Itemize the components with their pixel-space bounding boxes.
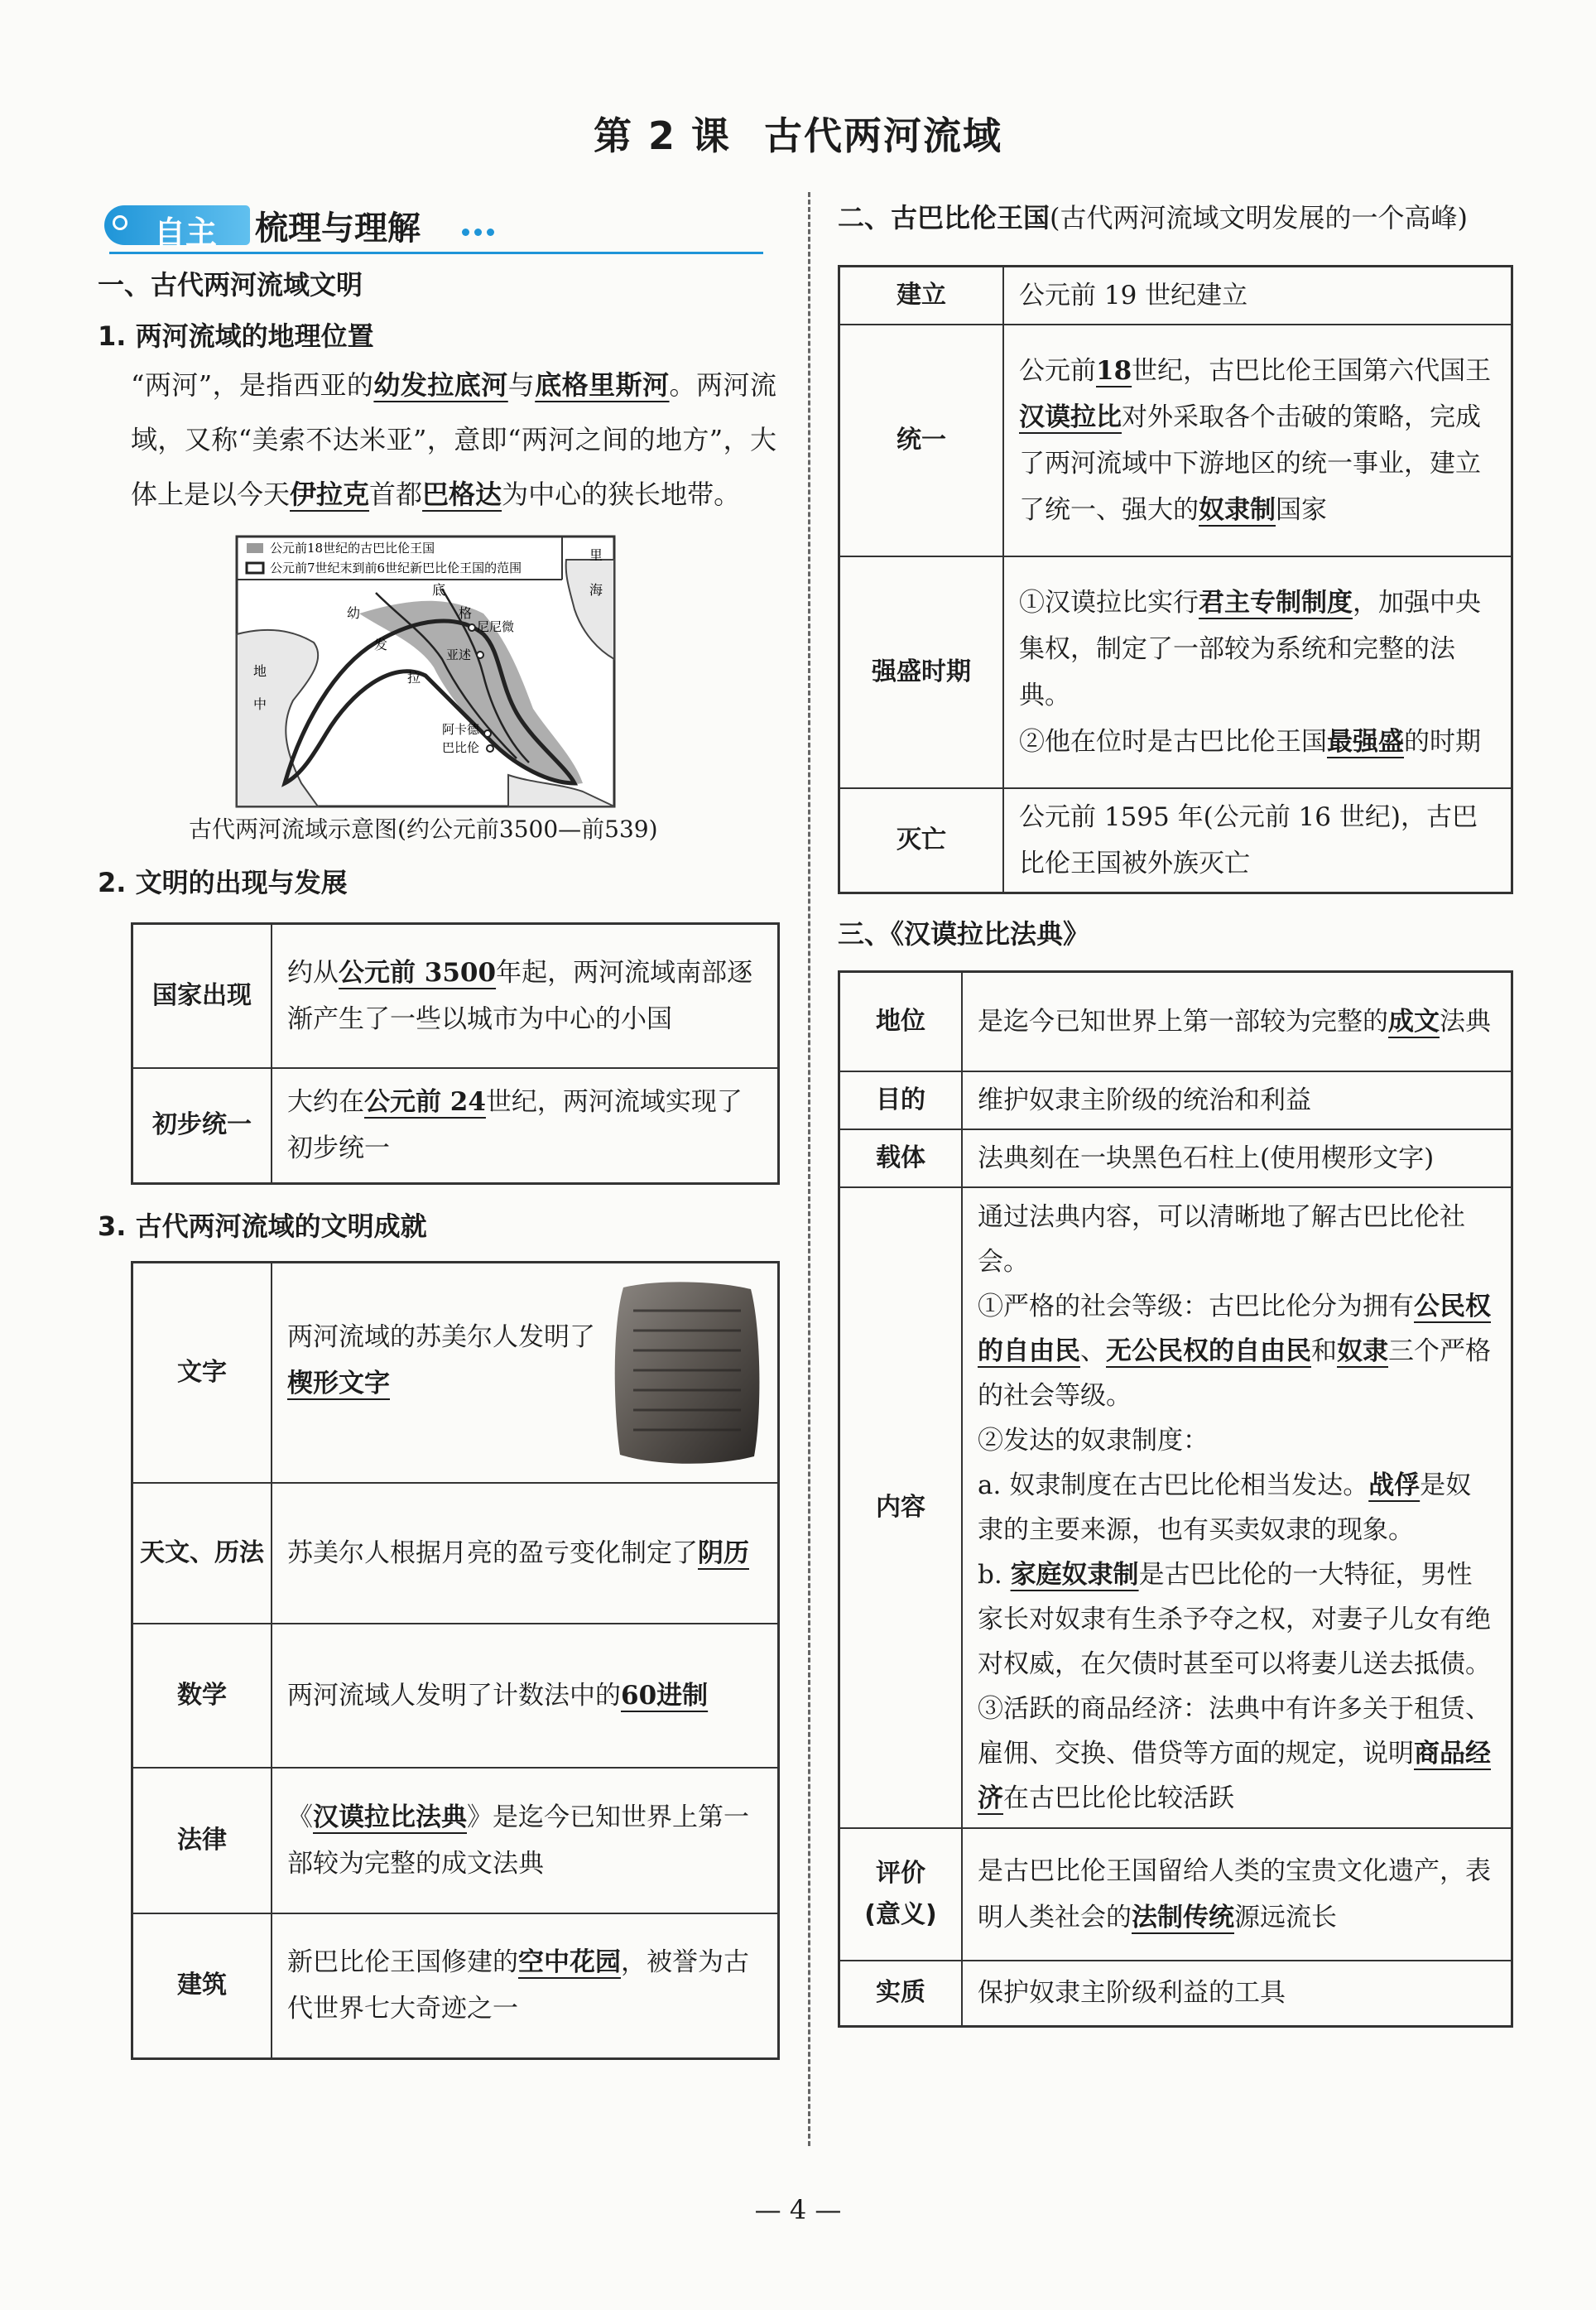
table-row — [132, 1624, 779, 1768]
row-value: 维护奴隶主阶级的统治和利益 — [962, 1071, 1512, 1129]
map-figure — [98, 535, 776, 841]
row-value: 公元前 1595 年(公元前 16 世纪)，古巴比伦王国被外族灭亡 — [1003, 788, 1512, 893]
row-key: 国家出现 — [132, 924, 272, 1068]
right-column — [838, 190, 1517, 2028]
map-label-babylon: 巴比伦 — [442, 740, 480, 755]
badge-dot-icon — [113, 215, 127, 230]
table-row — [132, 1263, 779, 1483]
map-label-sea1: 里 — [589, 547, 603, 563]
row-key: 目的 — [839, 1071, 963, 1129]
legend-1: 公元前18世纪的古巴比伦王国 — [270, 541, 435, 556]
section-badge — [104, 205, 250, 251]
row-key: 统一 — [839, 325, 1004, 556]
map-label-sea2: 海 — [589, 582, 603, 598]
row-key: 建立 — [839, 267, 1004, 325]
row-key: 天文、历法 — [132, 1483, 272, 1624]
map-label-assyria: 亚述 — [446, 647, 472, 662]
page-number: — 4 — — [754, 2194, 842, 2226]
babylon-table — [838, 265, 1513, 894]
table-row — [839, 1961, 1512, 2027]
tigris-answer: 底格里斯河 — [535, 369, 670, 401]
row-value: 新巴比伦王国修建的空中花园，被誉为古代世界七大奇迹之一 — [272, 1913, 779, 2059]
map-label-nineveh: 尼尼微 — [477, 619, 515, 634]
table-row — [839, 1071, 1512, 1129]
row-key: 载体 — [839, 1129, 963, 1187]
achievement-table — [131, 1261, 780, 2060]
row-value: 两河流域人发明了计数法中的60进制 — [272, 1624, 779, 1768]
row-key: 法律 — [132, 1768, 272, 1913]
table-row — [132, 1068, 779, 1184]
column-divider — [808, 192, 810, 2146]
row-key: 初步统一 — [132, 1068, 272, 1184]
map-caption: 古代两河流域示意图(约公元前3500—前539) — [189, 816, 658, 843]
table-row — [132, 924, 779, 1068]
row-value: 保护奴隶主阶级利益的工具 — [962, 1961, 1512, 2027]
row-value: 公元前18世纪，古巴比伦王国第六代国王汉谟拉比对外采取各个击破的策略，完成了两河流域中下游地区的统一事业，建立了统一、强大的奴隶制国家 — [1003, 325, 1512, 556]
ach-heading: 3. 古代两河流域的文明成就 — [98, 1210, 427, 1242]
badge-label: 自主 — [154, 214, 218, 251]
row-value: 法典刻在一块黑色石柱上(使用楔形文字) — [962, 1129, 1512, 1187]
row-value: 公元前 19 世纪建立 — [1003, 267, 1512, 325]
table-row — [839, 1187, 1512, 1828]
lesson-name: 古代两河流域 — [764, 113, 1003, 158]
civ-table — [131, 922, 780, 1185]
code-table — [838, 970, 1513, 2028]
baghdad-answer: 巴格达 — [422, 479, 502, 510]
map-label-ge: 格 — [459, 605, 473, 621]
iraq-answer: 伊拉克 — [290, 479, 370, 510]
page-title — [0, 106, 1596, 161]
part2-heading: 二、古巴比伦王国(古代两河流域文明发展的一个高峰) — [838, 202, 1468, 233]
section-header-text: 梳理与理解 — [255, 209, 421, 248]
row-key: 建筑 — [132, 1913, 272, 2059]
table-row — [132, 1768, 779, 1913]
map-label-fa: 发 — [374, 637, 388, 652]
map-label-di: 底 — [432, 582, 446, 598]
row-value: 约从公元前 3500年起，两河流域南部逐渐产生了一些以城市为中心的小国 — [272, 924, 779, 1068]
geo-heading: 1. 两河流域的地理位置 — [98, 320, 374, 352]
table-row — [839, 972, 1512, 1071]
map-label-you: 幼 — [347, 605, 361, 621]
table-row — [839, 267, 1512, 325]
civ-heading: 2. 文明的出现与发展 — [98, 867, 348, 898]
map-label-akkad: 阿卡德 — [442, 722, 480, 737]
euphrates-answer: 幼发拉底河 — [373, 369, 508, 401]
row-key: 灭亡 — [839, 788, 1004, 893]
dots-icon — [462, 224, 499, 239]
lesson-number: 第 2 课 — [593, 113, 732, 158]
row-value: 《汉谟拉比法典》是迄今已知世界上第一部较为完整的成文法典 — [272, 1768, 779, 1913]
row-value: 两河流域的苏美尔人发明了楔形文字 — [272, 1263, 779, 1483]
row-value: 大约在公元前 24世纪，两河流域实现了初步统一 — [272, 1068, 779, 1184]
map-label-la: 拉 — [407, 670, 421, 686]
row-key: 内容 — [839, 1187, 963, 1828]
table-row — [839, 325, 1512, 556]
row-key: 实质 — [839, 1961, 963, 2027]
part1-heading: 一、古代两河流域文明 — [98, 269, 363, 301]
mesopotamia-map — [235, 535, 616, 808]
row-key: 地位 — [839, 972, 963, 1071]
table-row — [839, 1129, 1512, 1187]
table-row — [839, 788, 1512, 893]
cuneiform-tablet-image — [608, 1278, 766, 1468]
row-value: 是古巴比伦王国留给人类的宝贵文化遗产，表明人类社会的法制传统源远流长 — [962, 1828, 1512, 1961]
row-key: 文字 — [132, 1263, 272, 1483]
header-underline — [109, 252, 763, 254]
row-value: 是迄今已知世界上第一部较为完整的成文法典 — [962, 972, 1512, 1071]
table-row — [132, 1913, 779, 2059]
part3-heading: 三、《汉谟拉比法典》 — [838, 918, 1090, 950]
section-header — [98, 190, 776, 251]
geo-paragraph: “两河”，是指西亚的幼发拉底河与底格里斯河。两河流域，又称“美索不达米亚”，意即“两河之间的地方”，大体上是以今天伊拉克首都巴格达为中心的狭长地带。 — [131, 369, 776, 510]
legend-2: 公元前7世纪末到前6世纪新巴比伦王国的范围 — [270, 561, 522, 575]
row-value: 通过法典内容，可以清晰地了解古巴比伦社会。 ①严格的社会等级：古巴比伦分为拥有公民权的自由民、无公民权的自由民和奴隶三个严格的社会等级。 ②发达的奴隶制度： a. 奴隶制度在古巴比伦相当发达。战俘是奴隶的主要来源，也有买卖奴隶的现象。 b. 家庭奴隶制是古巴比伦的一大特征，男性家长对奴隶有生杀予夺之权，对妻子儿女有绝对权威，在欠债时甚至可以将妻儿送去抵债。 ③活跃的商品经济：法典中有许多关于租赁、雇佣、交换、借贷等方面的规定，说明商品经济在古巴比伦比较活跃 — [962, 1187, 1512, 1828]
table-row — [839, 556, 1512, 788]
row-value: 苏美尔人根据月亮的盈亏变化制定了阴历 — [272, 1483, 779, 1624]
row-key: 数学 — [132, 1624, 272, 1768]
row-value: ①汉谟拉比实行君主专制制度，加强中央集权，制定了一部较为系统和完整的法典。 ②他在位时是古巴比伦王国最强盛的时期 — [1003, 556, 1512, 788]
map-label-med2: 中 — [253, 696, 267, 712]
table-row — [132, 1483, 779, 1624]
table-row — [839, 1828, 1512, 1961]
row-key: 评价 (意义) — [839, 1828, 963, 1961]
map-label-med1: 地 — [253, 663, 267, 679]
row-key: 强盛时期 — [839, 556, 1004, 788]
left-column — [98, 190, 776, 2060]
